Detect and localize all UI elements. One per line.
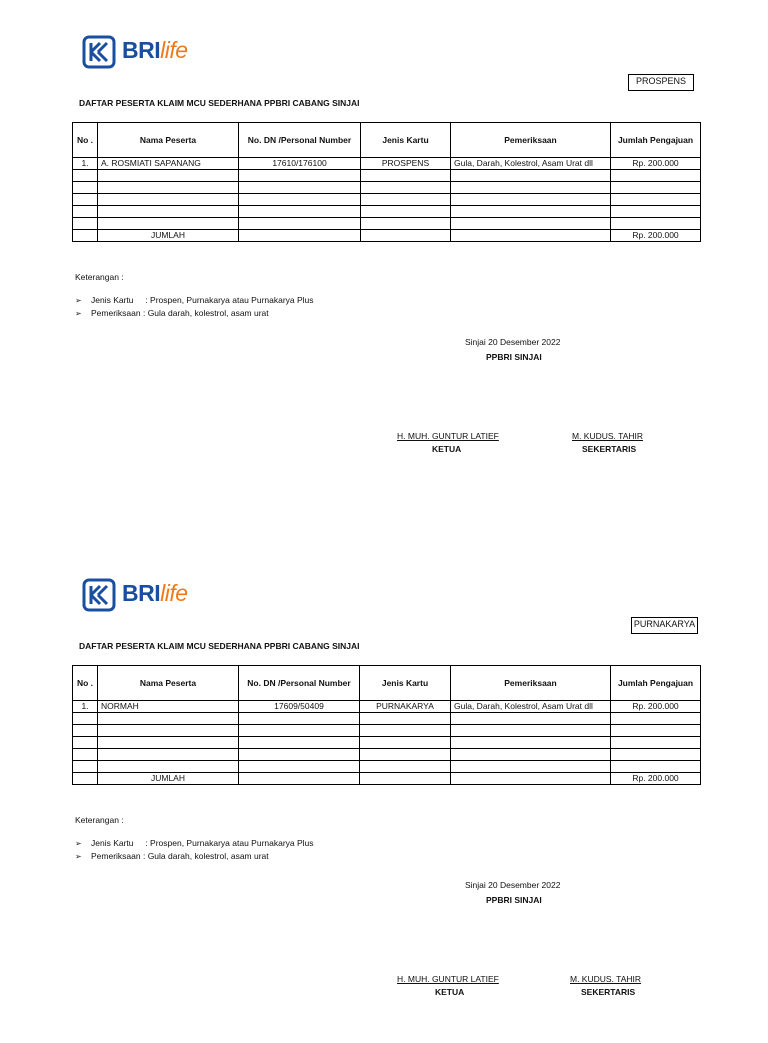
cell-jenis: PURNAKARYA bbox=[360, 701, 451, 713]
total-row bbox=[73, 773, 701, 785]
note-item-pemeriksaan: ➢ Pemeriksaan : Gula darah, kolestrol, asam urat bbox=[75, 308, 269, 318]
col-header-nama: Nama Peserta bbox=[98, 123, 239, 158]
card-type-box: PURNAKARYA bbox=[631, 617, 698, 634]
total-label: JUMLAH bbox=[98, 773, 239, 785]
note-item-jenis-kartu: ➢ Jenis Kartu : Prospen, Purnakarya atau Purnakarya Plus bbox=[75, 295, 314, 305]
chair-role: KETUA bbox=[435, 987, 465, 997]
col-header-no: No . bbox=[73, 666, 98, 701]
notes-label: Keterangan : bbox=[75, 815, 124, 825]
notes-label: Keterangan : bbox=[75, 272, 124, 282]
signature-place-date: Sinjai 20 Desember 2022 bbox=[465, 880, 561, 890]
secretary-name: M. KUDUS. TAHIR bbox=[570, 974, 641, 984]
brilife-logo-mark-icon bbox=[82, 35, 116, 69]
brilife-logo bbox=[80, 576, 200, 616]
total-label: JUMLAH bbox=[98, 230, 239, 242]
empty-row bbox=[73, 206, 701, 218]
total-amount: Rp. 200.000 bbox=[611, 773, 701, 785]
cell-jumlah: Rp. 200.000 bbox=[611, 158, 701, 170]
signature-organization: PPBRI SINJAI bbox=[486, 352, 542, 362]
cell-no: 1. bbox=[73, 158, 98, 170]
col-header-dn: No. DN /Personal Number bbox=[239, 123, 361, 158]
cell-pemeriksaan: Gula, Darah, Kolestrol, Asam Urat dll bbox=[451, 158, 611, 170]
empty-row bbox=[73, 218, 701, 230]
chair-name: H. MUH. GUNTUR LATIEF bbox=[397, 974, 499, 984]
participants-table bbox=[72, 122, 701, 242]
col-header-nama: Nama Peserta bbox=[98, 666, 239, 701]
table-row bbox=[73, 158, 701, 170]
brilife-logo-text: BRIlife bbox=[122, 580, 188, 606]
arrow-bullet-icon: ➢ bbox=[75, 852, 82, 861]
chair-name: H. MUH. GUNTUR LATIEF bbox=[397, 431, 499, 441]
total-row bbox=[73, 230, 701, 242]
claim-form-2 bbox=[0, 543, 768, 1043]
arrow-bullet-icon: ➢ bbox=[75, 296, 82, 305]
col-header-jenis: Jenis Kartu bbox=[361, 123, 451, 158]
cell-jenis: PROSPENS bbox=[361, 158, 451, 170]
cell-dn: 17610/176100 bbox=[239, 158, 361, 170]
col-header-pemeriksaan: Pemeriksaan bbox=[451, 666, 611, 701]
secretary-role: SEKERTARIS bbox=[581, 987, 636, 997]
document-title: DAFTAR PESERTA KLAIM MCU SEDERHANA PPBRI CABANG SINJAI bbox=[79, 98, 360, 108]
brilife-logo-text: BRIlife bbox=[122, 37, 188, 63]
empty-row bbox=[73, 170, 701, 182]
empty-row bbox=[73, 761, 701, 773]
document-title: DAFTAR PESERTA KLAIM MCU SEDERHANA PPBRI CABANG SINJAI bbox=[79, 641, 360, 651]
col-header-jenis: Jenis Kartu bbox=[360, 666, 451, 701]
table-header-row bbox=[73, 666, 701, 701]
card-type-box: PROSPENS bbox=[628, 74, 694, 91]
brilife-logo bbox=[80, 33, 200, 73]
col-header-jumlah: Jumlah Pengajuan bbox=[611, 666, 701, 701]
cell-nama: NORMAH bbox=[98, 701, 239, 713]
cell-jumlah: Rp. 200.000 bbox=[611, 701, 701, 713]
table-row bbox=[73, 701, 701, 713]
note-item-jenis-kartu: ➢ Jenis Kartu : Prospen, Purnakarya atau Purnakarya Plus bbox=[75, 838, 314, 848]
col-header-no: No . bbox=[73, 123, 98, 158]
arrow-bullet-icon: ➢ bbox=[75, 309, 82, 318]
empty-row bbox=[73, 725, 701, 737]
empty-row bbox=[73, 713, 701, 725]
cell-nama: A. ROSMIATI SAPANANG bbox=[98, 158, 239, 170]
arrow-bullet-icon: ➢ bbox=[75, 839, 82, 848]
brilife-logo-mark-icon bbox=[82, 578, 116, 612]
chair-role: KETUA bbox=[432, 444, 462, 454]
signature-place-date: Sinjai 20 Desember 2022 bbox=[465, 337, 561, 347]
note-item-pemeriksaan: ➢ Pemeriksaan : Gula darah, kolestrol, asam urat bbox=[75, 851, 269, 861]
cell-no: 1. bbox=[73, 701, 98, 713]
col-header-dn: No. DN /Personal Number bbox=[239, 666, 360, 701]
cell-dn: 17609/50409 bbox=[239, 701, 360, 713]
cell-pemeriksaan: Gula, Darah, Kolestrol, Asam Urat dll bbox=[451, 701, 611, 713]
claim-form-1 bbox=[0, 0, 768, 500]
table-header-row bbox=[73, 123, 701, 158]
participants-table bbox=[72, 665, 701, 785]
col-header-jumlah: Jumlah Pengajuan bbox=[611, 123, 701, 158]
signature-organization: PPBRI SINJAI bbox=[486, 895, 542, 905]
empty-row bbox=[73, 182, 701, 194]
empty-row bbox=[73, 737, 701, 749]
secretary-role: SEKERTARIS bbox=[582, 444, 637, 454]
col-header-pemeriksaan: Pemeriksaan bbox=[451, 123, 611, 158]
empty-row bbox=[73, 749, 701, 761]
secretary-name: M. KUDUS. TAHIR bbox=[572, 431, 643, 441]
total-amount: Rp. 200.000 bbox=[611, 230, 701, 242]
empty-row bbox=[73, 194, 701, 206]
